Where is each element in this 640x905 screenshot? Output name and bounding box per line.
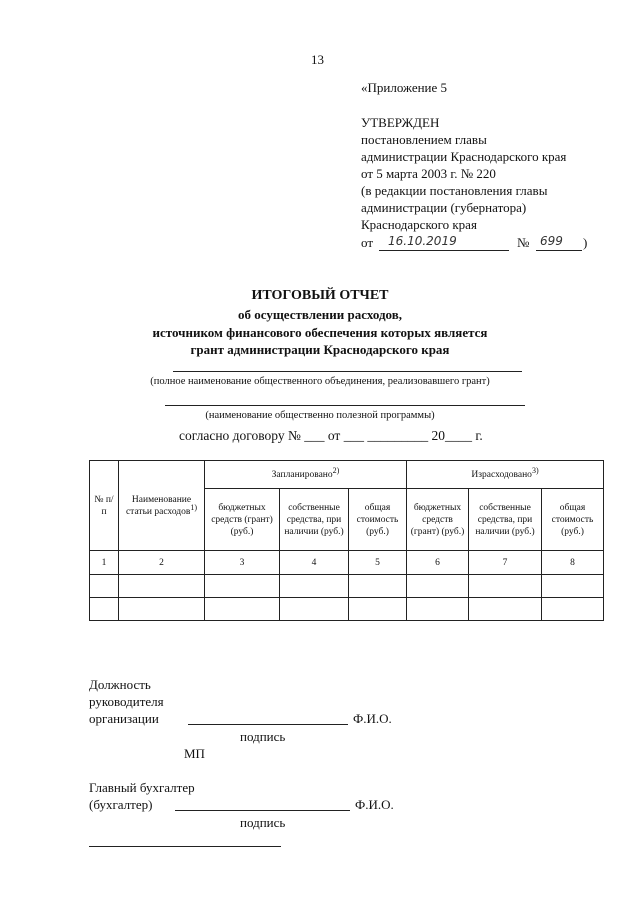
program-name-line bbox=[165, 405, 525, 406]
column-number: 8 bbox=[542, 551, 604, 575]
header-number: № п/п bbox=[90, 461, 119, 551]
accountant-label: Главный бухгалтер bbox=[89, 780, 195, 795]
expenses-table bbox=[89, 460, 604, 621]
table-row bbox=[90, 598, 604, 621]
footnote-separator bbox=[89, 846, 281, 847]
header-own-funds: собственные средства, при наличии (руб.) bbox=[469, 489, 542, 551]
close-paren: ) bbox=[583, 235, 588, 250]
approved-label: УТВЕРЖДЕН bbox=[361, 115, 440, 130]
column-number: 1 bbox=[90, 551, 119, 575]
accountant-signature-caption: подпись bbox=[240, 815, 286, 830]
report-title: ИТОГОВЫЙ ОТЧЕТ bbox=[251, 288, 389, 303]
approval-line: от 5 марта 2003 г. № 220 bbox=[361, 166, 496, 181]
header-planned: Запланировано$^{2)}$ bbox=[205, 461, 407, 489]
position-label: организации bbox=[89, 711, 159, 726]
header-expense-item: Наименование статьи расходов$^{1)}$ bbox=[119, 461, 205, 551]
number-underline bbox=[536, 250, 582, 251]
head-fio-label: Ф.И.О. bbox=[353, 711, 392, 726]
header-budget-funds: бюджетных средств (грант) (руб.) bbox=[407, 489, 469, 551]
header-total-cost: общая стоимость (руб.) bbox=[542, 489, 604, 551]
column-number: 2 bbox=[119, 551, 205, 575]
report-subtitle: источником финансового обеспечения которых является bbox=[152, 325, 488, 340]
approval-line: постановлением главы bbox=[361, 132, 487, 147]
handwritten-date: 16.10.2019 bbox=[388, 234, 457, 248]
org-name-caption: (полное наименование общественного объединения, реализовавшего грант) bbox=[150, 376, 490, 387]
number-label: № bbox=[517, 235, 530, 250]
report-subtitle: об осуществлении расходов, bbox=[237, 307, 403, 322]
contract-line: согласно договору № ___ от ___ _________ 20____ г. bbox=[179, 428, 483, 443]
header-total-cost: общая стоимость (руб.) bbox=[349, 489, 407, 551]
header-own-funds: собственные средства, при наличии (руб.) bbox=[280, 489, 349, 551]
stamp-label: МП bbox=[184, 746, 205, 761]
report-subtitle: грант администрации Краснодарского края bbox=[190, 342, 450, 357]
appendix-label: «Приложение 5 bbox=[361, 80, 448, 95]
column-number: 3 bbox=[205, 551, 280, 575]
position-label: Должность bbox=[89, 677, 151, 692]
head-signature-caption: подпись bbox=[240, 729, 286, 744]
column-number: 4 bbox=[280, 551, 349, 575]
accountant-signature-line bbox=[175, 810, 350, 811]
date-underline bbox=[379, 250, 509, 251]
position-label: руководителя bbox=[89, 694, 164, 709]
page-number: 13 bbox=[311, 52, 324, 67]
header-spent: Израсходовано$^{3)}$ bbox=[407, 461, 604, 489]
table-row bbox=[90, 575, 604, 598]
accountant-label: (бухгалтер) bbox=[89, 797, 153, 812]
approval-line: администрации Краснодарского края bbox=[361, 149, 567, 164]
accountant-fio-label: Ф.И.О. bbox=[355, 797, 394, 812]
column-number: 5 bbox=[349, 551, 407, 575]
column-number: 7 bbox=[469, 551, 542, 575]
head-signature-line bbox=[188, 724, 348, 725]
approval-line: (в редакции постановления главы bbox=[361, 183, 548, 198]
org-name-line bbox=[173, 371, 522, 372]
approval-line: администрации (губернатора) bbox=[361, 200, 527, 215]
header-budget-funds: бюджетных средств (грант) (руб.) bbox=[205, 489, 280, 551]
program-name-caption: (наименование общественно полезной программы) bbox=[205, 410, 435, 421]
from-label: от bbox=[361, 235, 374, 250]
column-number: 6 bbox=[407, 551, 469, 575]
approval-line: Краснодарского края bbox=[361, 217, 477, 232]
handwritten-number: 699 bbox=[540, 234, 563, 248]
